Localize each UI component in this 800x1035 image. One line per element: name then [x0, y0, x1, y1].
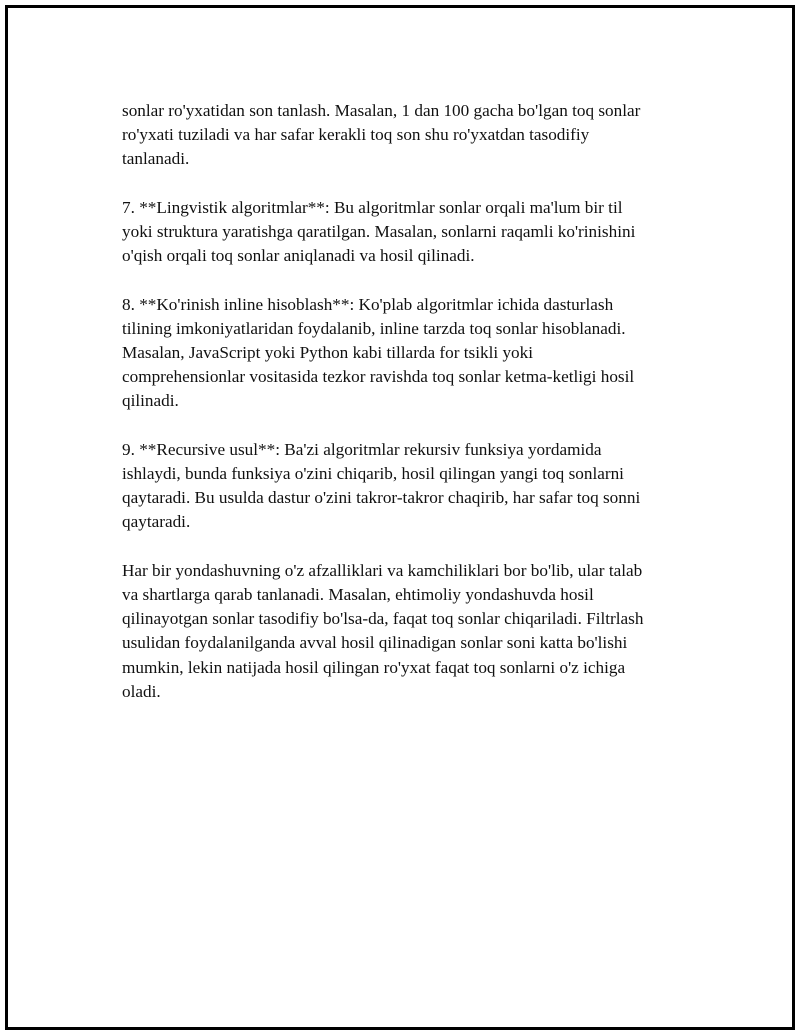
paragraph-continuation: sonlar ro'yxatidan son tanlash. Masalan, 1 dan 100 gacha bo'lgan toq sonlar ro'yxati tuziladi va har safar kerakli toq son shu ro'yxatdan tasodifiy tanlanadi. — [122, 101, 641, 169]
paragraph-item-9: 9. **Recursive usul**: Ba'zi algoritmlar rekursiv funksiya yordamida ishlaydi, bunda funksiya o'zini chiqarib, hosil qilingan yangi toq sonlarni qaytaradi. Bu usulda dastur o'zini takror-takror chaqirib, har safar toq sonni qaytaradi. — [122, 439, 641, 532]
paragraph-item-7: 7. **Lingvistik algoritmlar**: Bu algoritmlar sonlar orqali ma'lum bir til yoki struktura yaratishga qaratilgan. Masalan, sonlarni raqamli ko'rinishini o'qish orqali toq sonlar aniqlanadi va hosil qilinadi. — [122, 197, 636, 266]
paragraph-item-8: 8. **Ko'rinish inline hisoblash**: Ko'plab algoritmlar ichida dasturlash tilining imkoniyatlaridan foydalanib, inline tarzda toq sonlar hisoblanadi. Masalan, JavaScript yoki Python kabi tillarda for tsikli yoki comprehensionlar vositasida tezkor ravishda toq sonlar ketma-ketligi hosil qilinadi. — [122, 294, 635, 411]
paragraph-summary: Har bir yondashuvning o'z afzalliklari va kamchiliklari bor bo'lib, ular talab va shartlarga qarab tanlanadi. Masalan, ehtimoliy yondashuvda hosil qilinayotgan sonlar tasodifiy bo'lsa-da, faqat toq sonlar chiqariladi. Filtrlash usulidan foydalanilganda avval hosil qilinadigan sonlar soni katta bo'lishi mumkin, lekin natijada hosil qilingan ro'yxat faqat toq sonlarni o'z ichiga oladi. — [122, 560, 644, 701]
document-body — [122, 99, 692, 728]
page-frame — [5, 5, 795, 1030]
